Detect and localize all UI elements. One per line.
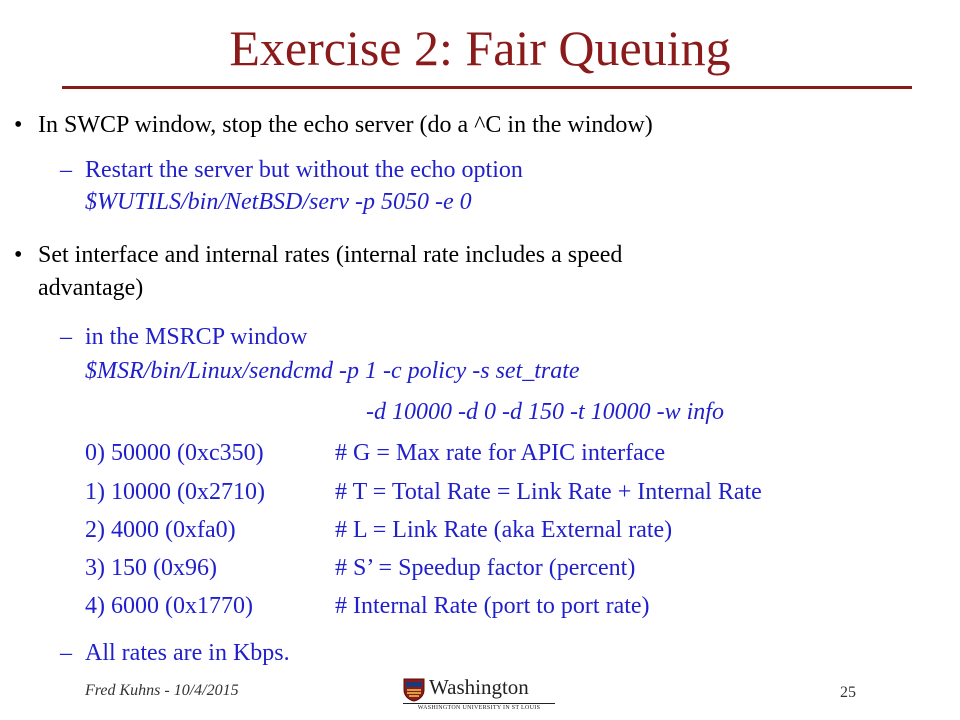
- dash-marker: –: [60, 640, 72, 666]
- sub-item-text: Restart the server but without the echo option: [85, 157, 523, 183]
- command-text: -d 10000 -d 0 -d 150 -t 10000 -w info: [366, 399, 724, 425]
- bullet-marker: •: [14, 242, 23, 268]
- sub-item-text: in the MSRCP window: [85, 324, 308, 350]
- sub-item-text: All rates are in Kbps.: [85, 640, 290, 666]
- university-logo: [403, 676, 555, 712]
- rate-comment: # S’ = Speedup factor (percent): [335, 555, 636, 581]
- bullet-text: Set interface and internal rates (internal rate includes a speed: [38, 242, 623, 268]
- rate-value: 3) 150 (0x96): [85, 555, 217, 581]
- shield-icon: [403, 678, 425, 702]
- slide-title: Exercise 2: Fair Queuing: [229, 20, 731, 76]
- page-number: 25: [840, 684, 856, 701]
- logo-wordmark: Washington: [429, 675, 529, 699]
- rate-comment: # G = Max rate for APIC interface: [335, 440, 666, 466]
- command-text: $WUTILS/bin/NetBSD/serv -p 5050 -e 0: [85, 189, 472, 215]
- rate-value: 4) 6000 (0x1770): [85, 593, 253, 619]
- rate-comment: # Internal Rate (port to port rate): [335, 593, 650, 619]
- bullet-text: In SWCP window, stop the echo server (do a ^C in the window): [38, 112, 653, 138]
- dash-marker: –: [60, 324, 72, 350]
- bullet-text: advantage): [38, 275, 144, 301]
- logo-subtitle: WASHINGTON UNIVERSITY IN ST LOUIS: [417, 705, 541, 711]
- bullet-marker: •: [14, 112, 23, 138]
- title-underline: [62, 86, 912, 89]
- rate-comment: # L = Link Rate (aka External rate): [335, 517, 673, 543]
- rate-value: 0) 50000 (0xc350): [85, 440, 264, 466]
- dash-marker: –: [60, 157, 72, 183]
- rate-comment: # T = Total Rate = Link Rate + Internal Rate: [335, 479, 762, 505]
- rate-value: 1) 10000 (0x2710): [85, 479, 265, 505]
- footer-author-date: Fred Kuhns - 10/4/2015: [85, 682, 239, 699]
- command-text: $MSR/bin/Linux/sendcmd -p 1 -c policy -s set_trate: [85, 358, 580, 384]
- rate-value: 2) 4000 (0xfa0): [85, 517, 236, 543]
